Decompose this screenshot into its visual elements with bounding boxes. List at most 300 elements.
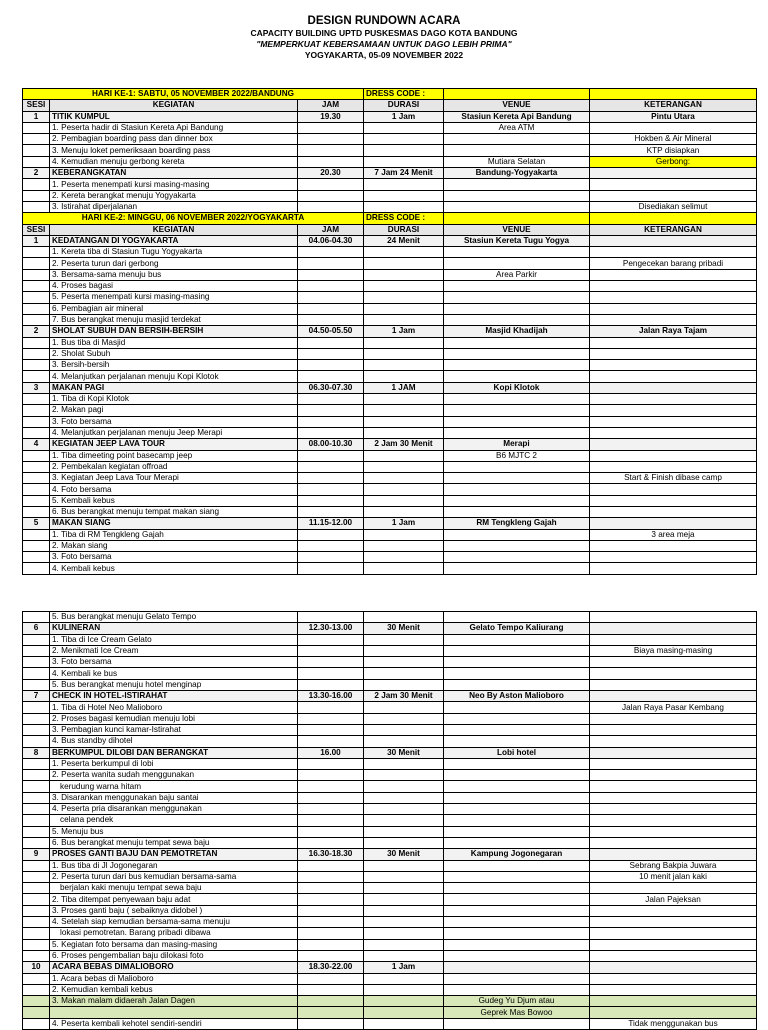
durasi-cell [364, 269, 444, 280]
jam-cell [298, 156, 364, 167]
kegiatan-cell: 2. Proses bagasi kemudian menuju lobi [50, 713, 298, 724]
kegiatan-cell: 4. Foto bersama [50, 484, 298, 495]
session-row [23, 691, 757, 702]
jam-cell [298, 917, 364, 928]
venue-cell [444, 495, 590, 506]
durasi-cell: DURASI [364, 100, 444, 111]
durasi-cell [364, 201, 444, 212]
sesi-cell [23, 360, 50, 371]
venue-cell [444, 860, 590, 871]
durasi-cell: 30 Menit [364, 623, 444, 634]
sesi-cell [23, 724, 50, 735]
sesi-cell [23, 552, 50, 563]
kegiatan-cell: 5. Peserta menempati kursi masing-masing [50, 292, 298, 303]
activity-row [23, 668, 757, 679]
kegiatan-cell: 2. Pembekalan kegiatan offroad [50, 461, 298, 472]
venue-cell: B6 MJTC 2 [444, 450, 590, 461]
venue-cell [444, 247, 590, 258]
sesi-cell [23, 713, 50, 724]
keterangan-cell [590, 939, 757, 950]
activity-row [23, 657, 757, 668]
jam-cell [298, 371, 364, 382]
sesi-cell [23, 950, 50, 961]
venue-cell: Gelato Tempo Kaliurang [444, 623, 590, 634]
sesi-cell [23, 770, 50, 781]
sesi-cell [23, 303, 50, 314]
keterangan-cell [590, 337, 757, 348]
document-header [0, 14, 768, 61]
keterangan-cell [590, 623, 757, 634]
jam-cell [298, 939, 364, 950]
jam-cell: 06.30-07.30 [298, 382, 364, 393]
kegiatan-cell: KEGIATAN JEEP LAVA TOUR [50, 439, 298, 450]
durasi-cell: 1 Jam [364, 111, 444, 122]
kegiatan-cell: 3. Istirahat diperjalanan [50, 201, 298, 212]
venue-cell [444, 645, 590, 656]
kegiatan-cell: kerudung warna hitam [50, 781, 298, 792]
keterangan-cell: KETERANGAN [590, 100, 757, 111]
keterangan-cell [590, 815, 757, 826]
venue-cell: Stasiun Kereta Api Bandung [444, 111, 590, 122]
keterangan-cell [590, 552, 757, 563]
sesi-cell [23, 348, 50, 359]
jam-cell [298, 281, 364, 292]
venue-cell [444, 837, 590, 848]
keterangan-cell [590, 405, 757, 416]
keterangan-cell [590, 837, 757, 848]
jam-cell [298, 461, 364, 472]
durasi-cell [364, 894, 444, 905]
kegiatan-cell: 1. Kereta tiba di Stasiun Tugu Yogyakarta [50, 247, 298, 258]
activity-row [23, 506, 757, 517]
activity-row [23, 713, 757, 724]
sesi-cell [23, 427, 50, 438]
sesi-cell [23, 804, 50, 815]
sesi-cell [23, 645, 50, 656]
sesi-cell: SESI [23, 100, 50, 111]
activity-row [23, 792, 757, 803]
durasi-cell: 1 JAM [364, 382, 444, 393]
jam-cell: JAM [298, 224, 364, 235]
durasi-cell [364, 552, 444, 563]
session-row [23, 747, 757, 758]
sesi-cell [23, 781, 50, 792]
keterangan-cell: Tidak menggunakan bus [590, 1018, 757, 1029]
keterangan-cell [590, 804, 757, 815]
durasi-cell: 7 Jam 24 Menit [364, 168, 444, 179]
venue-cell [444, 758, 590, 769]
activity-row [23, 736, 757, 747]
rundown-table-body [23, 612, 757, 1030]
venue-cell [444, 145, 590, 156]
venue-cell [444, 657, 590, 668]
durasi-cell [364, 405, 444, 416]
activity-row [23, 461, 757, 472]
durasi-cell [364, 450, 444, 461]
durasi-cell [364, 804, 444, 815]
jam-cell [298, 145, 364, 156]
activity-row [23, 416, 757, 427]
kegiatan-cell: 6. Proses pengembalian baju dilokasi foto [50, 950, 298, 961]
venue-cell [444, 713, 590, 724]
keterangan-cell [590, 905, 757, 916]
jam-cell [298, 303, 364, 314]
venue-cell [444, 303, 590, 314]
venue-cell [444, 506, 590, 517]
kegiatan-cell: 1. Bus tiba di Masjid [50, 337, 298, 348]
jam-cell [298, 634, 364, 645]
durasi-cell [364, 506, 444, 517]
sesi-cell [23, 484, 50, 495]
sesi-cell: 7 [23, 691, 50, 702]
durasi-cell [364, 917, 444, 928]
durasi-cell [364, 303, 444, 314]
durasi-cell: DURASI [364, 224, 444, 235]
jam-cell: 20.30 [298, 168, 364, 179]
kegiatan-cell: 2. Pembagian boarding pass dan dinner box [50, 134, 298, 145]
sesi-cell [23, 826, 50, 837]
sesi-cell [23, 269, 50, 280]
session-row [23, 518, 757, 529]
sesi-cell: 1 [23, 111, 50, 122]
keterangan-cell [590, 736, 757, 747]
durasi-cell [364, 416, 444, 427]
durasi-cell [364, 461, 444, 472]
activity-row [23, 724, 757, 735]
activity-row [23, 837, 757, 848]
jam-cell [298, 804, 364, 815]
activity-row [23, 303, 757, 314]
venue-cell [444, 871, 590, 882]
keterangan-cell: Pengecekan barang pribadi [590, 258, 757, 269]
durasi-cell [364, 634, 444, 645]
keterangan-cell: Start & Finish dibase camp [590, 473, 757, 484]
venue-cell: VENUE [444, 100, 590, 111]
keterangan-cell: 3 area meja [590, 529, 757, 540]
durasi-cell [364, 540, 444, 551]
kegiatan-cell: 4. Kembali ke bus [50, 668, 298, 679]
venue-cell [444, 360, 590, 371]
durasi-cell [364, 724, 444, 735]
durasi-cell [364, 190, 444, 201]
activity-row [23, 122, 757, 133]
sesi-cell [23, 416, 50, 427]
sesi-cell [23, 540, 50, 551]
sesi-cell [23, 984, 50, 995]
jam-cell: 04.50-05.50 [298, 326, 364, 337]
jam-cell [298, 770, 364, 781]
durasi-cell [364, 860, 444, 871]
venue-cell [444, 201, 590, 212]
durasi-cell [364, 736, 444, 747]
activity-row [23, 394, 757, 405]
jam-cell [298, 657, 364, 668]
durasi-cell [364, 883, 444, 894]
activity-row [23, 360, 757, 371]
keterangan-cell [590, 168, 757, 179]
venue-cell [444, 258, 590, 269]
activity-row [23, 258, 757, 269]
jam-cell [298, 258, 364, 269]
sesi-cell [23, 292, 50, 303]
venue-cell [444, 668, 590, 679]
keterangan-cell [590, 281, 757, 292]
session-row [23, 962, 757, 973]
durasi-cell [364, 427, 444, 438]
activity-row [23, 281, 757, 292]
kegiatan-cell: lokasi pemotretan. Barang pribadi dibawa [50, 928, 298, 939]
kegiatan-cell: 1. Tiba di Hotel Neo Malioboro [50, 702, 298, 713]
kegiatan-cell: 2. Makan pagi [50, 405, 298, 416]
kegiatan-cell [50, 1007, 298, 1018]
keterangan-cell [590, 691, 757, 702]
jam-cell [298, 247, 364, 258]
sesi-cell [23, 258, 50, 269]
keterangan-cell [590, 439, 757, 450]
venue-cell [444, 917, 590, 928]
activity-row [23, 871, 757, 882]
durasi-cell [364, 179, 444, 190]
sesi-cell [23, 894, 50, 905]
jam-cell: 18.30-22.00 [298, 962, 364, 973]
keterangan-cell: KTP disiapkan [590, 145, 757, 156]
activity-row [23, 348, 757, 359]
activity-row [23, 145, 757, 156]
sesi-cell [23, 156, 50, 167]
kegiatan-cell: 1. Peserta hadir di Stasiun Kereta Api Bandung [50, 122, 298, 133]
sesi-cell: 2 [23, 168, 50, 179]
empty-cell [444, 89, 590, 100]
kegiatan-cell: 1. Acara bebas di Malioboro [50, 973, 298, 984]
venue-cell: VENUE [444, 224, 590, 235]
keterangan-cell [590, 612, 757, 623]
day-header-row [23, 213, 757, 224]
kegiatan-cell: PROSES GANTI BAJU DAN PEMOTRETAN [50, 849, 298, 860]
column-header-row [23, 100, 757, 111]
durasi-cell: 1 Jam [364, 518, 444, 529]
kegiatan-cell: TITIK KUMPUL [50, 111, 298, 122]
venue-cell [444, 804, 590, 815]
keterangan-cell [590, 747, 757, 758]
activity-row [23, 552, 757, 563]
kegiatan-cell: 3. Kegiatan Jeep Lava Tour Merapi [50, 473, 298, 484]
sesi-cell [23, 405, 50, 416]
keterangan-cell: Jalan Raya Pasar Kembang [590, 702, 757, 713]
durasi-cell [364, 826, 444, 837]
session-row [23, 326, 757, 337]
venue-cell [444, 702, 590, 713]
jam-cell [298, 540, 364, 551]
document-location-date: YOGYAKARTA, 05-09 NOVEMBER 2022 [304, 50, 464, 60]
activity-row [23, 917, 757, 928]
jam-cell [298, 394, 364, 405]
activity-row [23, 894, 757, 905]
jam-cell [298, 736, 364, 747]
activity-row [23, 905, 757, 916]
keterangan-cell [590, 394, 757, 405]
durasi-cell [364, 984, 444, 995]
keterangan-cell [590, 928, 757, 939]
activity-continuation-row [23, 781, 757, 792]
durasi-cell [364, 702, 444, 713]
sesi-cell [23, 973, 50, 984]
venue-cell [444, 292, 590, 303]
durasi-cell [364, 973, 444, 984]
venue-cell: Kampung Jogonegaran [444, 849, 590, 860]
keterangan-cell: Jalan Pajeksan [590, 894, 757, 905]
venue-cell [444, 281, 590, 292]
keterangan-cell [590, 679, 757, 690]
sesi-cell [23, 860, 50, 871]
jam-cell [298, 883, 364, 894]
venue-cell [444, 973, 590, 984]
durasi-cell [364, 473, 444, 484]
activity-row [23, 179, 757, 190]
kegiatan-cell: berjalan kaki menuju tempat sewa baju [50, 883, 298, 894]
sesi-cell [23, 736, 50, 747]
activity-row [23, 337, 757, 348]
activity-row [23, 314, 757, 325]
jam-cell [298, 201, 364, 212]
kegiatan-cell: 2. Peserta turun dari bus kemudian bersama-sama [50, 871, 298, 882]
jam-cell [298, 337, 364, 348]
durasi-cell: 2 Jam 30 Menit [364, 691, 444, 702]
sesi-cell [23, 792, 50, 803]
activity-row [23, 427, 757, 438]
durasi-cell: 2 Jam 30 Menit [364, 439, 444, 450]
kegiatan-cell: 3. Makan malam didaerah Jalan Dagen [50, 996, 298, 1007]
keterangan-cell: Jalan Raya Tajam [590, 326, 757, 337]
jam-cell [298, 860, 364, 871]
kegiatan-cell: 1. Peserta berkumpul di lobi [50, 758, 298, 769]
jam-cell [298, 134, 364, 145]
venue-cell [444, 883, 590, 894]
activity-row [23, 484, 757, 495]
activity-row [23, 247, 757, 258]
activity-row [23, 770, 757, 781]
durasi-cell [364, 394, 444, 405]
jam-cell [298, 950, 364, 961]
venue-cell [444, 337, 590, 348]
durasi-cell [364, 360, 444, 371]
durasi-cell [364, 758, 444, 769]
venue-cell [444, 190, 590, 201]
durasi-cell [364, 134, 444, 145]
venue-cell [444, 179, 590, 190]
sesi-cell [23, 871, 50, 882]
kegiatan-cell: KEGIATAN [50, 100, 298, 111]
activity-row [23, 679, 757, 690]
keterangan-cell [590, 427, 757, 438]
durasi-cell [364, 939, 444, 950]
session-row [23, 439, 757, 450]
venue-cell [444, 371, 590, 382]
durasi-cell [364, 247, 444, 258]
dress-code-label: DRESS CODE : [364, 89, 444, 100]
jam-cell [298, 702, 364, 713]
durasi-cell [364, 792, 444, 803]
kegiatan-cell: 5. Kembali kebus [50, 495, 298, 506]
jam-cell [298, 563, 364, 574]
venue-cell [444, 770, 590, 781]
sesi-cell: 2 [23, 326, 50, 337]
jam-cell [298, 314, 364, 325]
empty-cell [444, 213, 590, 224]
sesi-cell: 10 [23, 962, 50, 973]
keterangan-cell [590, 461, 757, 472]
durasi-cell [364, 928, 444, 939]
venue-cell [444, 461, 590, 472]
venue-cell: Area ATM [444, 122, 590, 133]
kegiatan-cell: 4. Kembali kebus [50, 563, 298, 574]
jam-cell [298, 826, 364, 837]
venue-cell [444, 736, 590, 747]
kegiatan-cell: 3. Menuju loket pemeriksaan boarding pass [50, 145, 298, 156]
activity-row [23, 563, 757, 574]
jam-cell: 04.06-04.30 [298, 235, 364, 246]
keterangan-cell [590, 360, 757, 371]
column-header-row [23, 224, 757, 235]
venue-cell [444, 928, 590, 939]
session-row [23, 382, 757, 393]
kegiatan-cell: 3. Bersih-bersih [50, 360, 298, 371]
activity-row [23, 645, 757, 656]
day-header-row [23, 89, 757, 100]
venue-cell [444, 484, 590, 495]
jam-cell [298, 427, 364, 438]
activity-row [23, 804, 757, 815]
sesi-cell [23, 702, 50, 713]
kegiatan-cell: 2. Peserta wanita sudah menggunakan [50, 770, 298, 781]
durasi-cell [364, 337, 444, 348]
activity-continuation-row [23, 815, 757, 826]
venue-cell: Bandung-Yogyakarta [444, 168, 590, 179]
jam-cell [298, 292, 364, 303]
kegiatan-cell: KEDATANGAN DI YOGYAKARTA [50, 235, 298, 246]
session-row [23, 111, 757, 122]
activity-row [23, 405, 757, 416]
activity-row [23, 984, 757, 995]
jam-cell [298, 713, 364, 724]
keterangan-cell [590, 917, 757, 928]
activity-row [23, 612, 757, 623]
jam-cell [298, 552, 364, 563]
kegiatan-cell: 1. Tiba di Ice Cream Gelato [50, 634, 298, 645]
kegiatan-cell: 7. Bus berangkat menuju masjid terdekat [50, 314, 298, 325]
jam-cell: JAM [298, 100, 364, 111]
kegiatan-cell: 2. Makan siang [50, 540, 298, 551]
kegiatan-cell: 6. Pembagian air mineral [50, 303, 298, 314]
kegiatan-cell: 5. Bus berangkat menuju Gelato Tempo [50, 612, 298, 623]
durasi-cell [364, 529, 444, 540]
keterangan-cell [590, 883, 757, 894]
venue-cell [444, 529, 590, 540]
sesi-cell [23, 495, 50, 506]
sesi-cell [23, 122, 50, 133]
jam-cell: 11.15-12.00 [298, 518, 364, 529]
jam-cell [298, 529, 364, 540]
activity-row [23, 201, 757, 212]
sesi-cell [23, 247, 50, 258]
sesi-cell: 3 [23, 382, 50, 393]
durasi-cell: 30 Menit [364, 849, 444, 860]
keterangan-cell [590, 781, 757, 792]
venue-cell [444, 405, 590, 416]
durasi-cell [364, 871, 444, 882]
sesi-cell [23, 190, 50, 201]
sesi-cell: 9 [23, 849, 50, 860]
keterangan-cell [590, 984, 757, 995]
